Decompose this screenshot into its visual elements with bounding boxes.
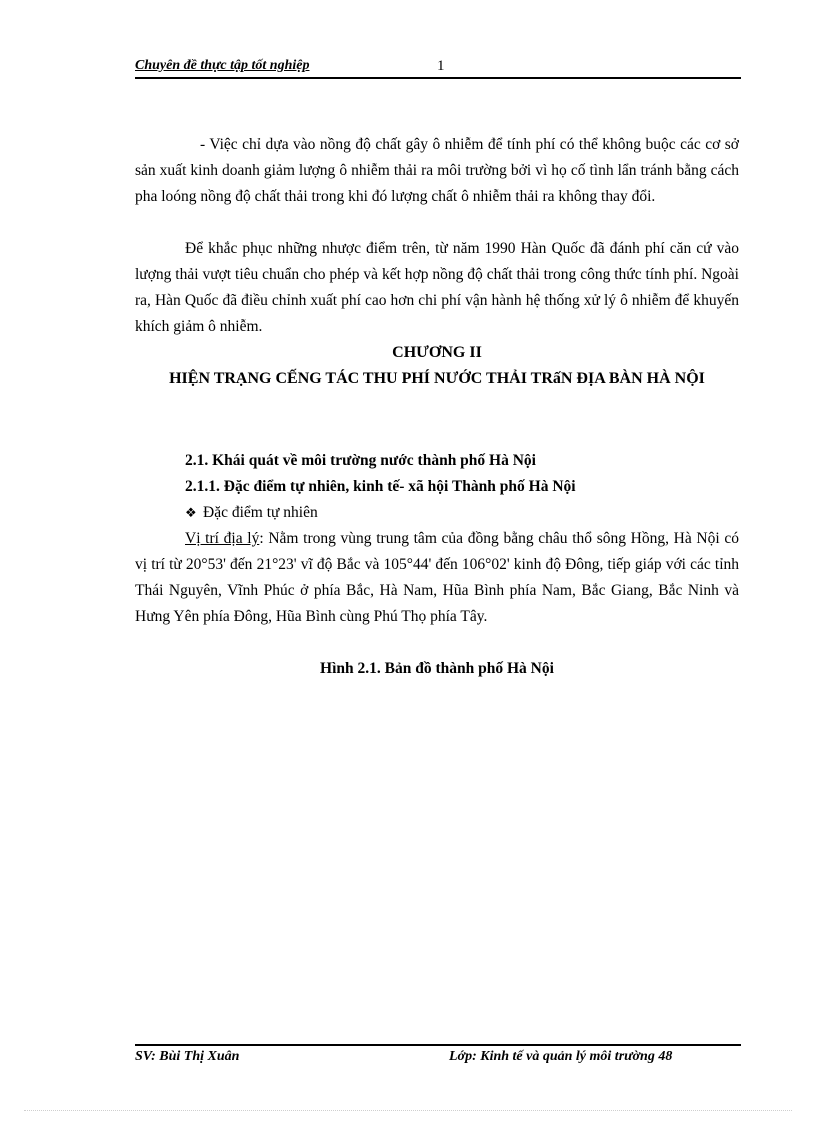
location-label: Vị trí địa lý bbox=[185, 530, 260, 547]
paragraph-2: Để khắc phục những nhược điểm trên, từ năm 1990 Hàn Quốc đã đánh phí căn cứ vào lượng thải vượt tiêu chuẩn cho phép và kết hợp nồng độ chất thải trong công thức tính phí. Ngoài ra, Hàn Quốc đã điều chỉnh xuất phí cao hơn chi phí vận hành hệ thống xử lý ô nhiễm để khuyến khích giảm ô nhiễm. bbox=[135, 240, 739, 335]
page-edge bbox=[24, 1110, 792, 1111]
figure-caption: Hình 2.1. Bản đồ thành phố Hà Nội bbox=[320, 660, 554, 677]
section-heading-2-1: 2.1. Khái quát về môi trường nước thành phố Hà Nội bbox=[185, 452, 536, 469]
chapter-title: HIỆN TRẠNG CẾNG TÁC THU PHÍ NƯỚC THẢI TRấN ĐỊA BÀN HÀ NỘI bbox=[169, 370, 705, 387]
footer-divider bbox=[135, 1044, 741, 1046]
bullet-item bbox=[185, 500, 318, 526]
footer-student: SV: Bùi Thị Xuân bbox=[135, 1049, 240, 1064]
bullet-text: Đặc điểm tự nhiên bbox=[203, 504, 318, 521]
header-divider bbox=[135, 77, 741, 79]
paragraph-location bbox=[135, 526, 739, 630]
header-title: Chuyên đề thực tập tốt nghiệp bbox=[135, 58, 310, 73]
chapter-number: CHƯƠNG II bbox=[392, 344, 482, 361]
paragraph-1: - Việc chỉ dựa vào nồng độ chất gây ô nhiễm để tính phí có thể không buộc các cơ sở sản xuất kinh doanh giảm lượng ô nhiễm thải ra môi trường bởi vì họ cố tình lẩn tránh bằng cách pha loóng nồng độ chất thải trong khi đó lượng chất ô nhiễm thải ra không thay đổi. bbox=[135, 136, 739, 205]
page-header bbox=[135, 56, 740, 78]
page-number: 1 bbox=[437, 58, 445, 74]
section-heading-2-1-1: 2.1.1. Đặc điểm tự nhiên, kinh tế- xã hội Thành phố Hà Nội bbox=[185, 478, 576, 495]
diamond-bullet-icon: ❖ bbox=[185, 505, 197, 520]
location-text: : Nằm trong vùng trung tâm của đồng bằng châu thổ sông Hồng, Hà Nội có vị trí từ 20°53' đến 21°23' vĩ độ Bắc và 105°44' đến 106°02' kinh độ Đông, tiếp giáp với các tỉnh Thái Nguyên, Vĩnh Phúc ở phía Bắc, Hà Nam, Hũa Bình phía Nam, Bắc Giang, Bắc Ninh và Hưng Yên phía Đông, Hũa Bình cùng Phú Thọ phía Tây. bbox=[135, 530, 739, 625]
footer-class: Lớp: Kinh tế và quản lý môi trường 48 bbox=[449, 1049, 673, 1064]
